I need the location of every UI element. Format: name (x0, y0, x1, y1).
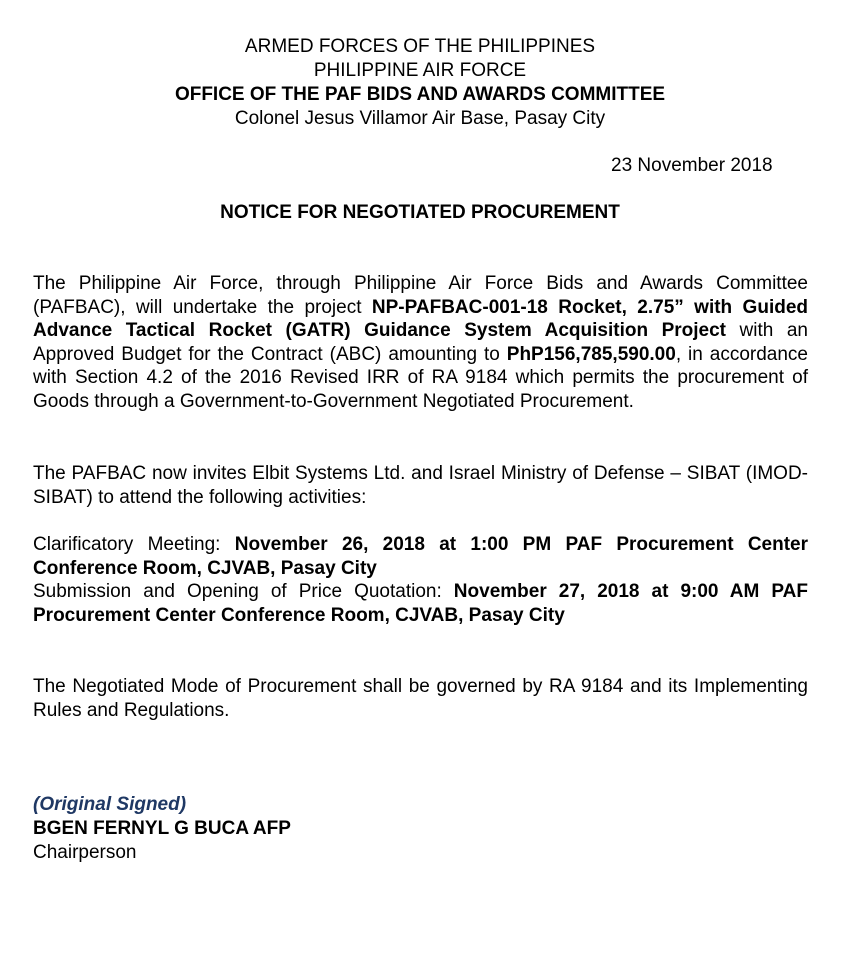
signatory-name: BGEN FERNYL G BUCA AFP (33, 818, 291, 839)
project-name: NP-PAFBAC-001-18 Rocket, 2.75” with Guided Advance Tactical Rocket (GATR) Guidance System Acquisition Project (33, 296, 809, 341)
signature-signed: (Original Signed) (33, 794, 187, 815)
meeting-label: Clarificatory Meeting: (33, 534, 235, 555)
header-org: ARMED FORCES OF THE PHILIPPINES (244, 36, 596, 57)
project-budget-text: with an Approved Budget for the Contract (ABC) amounting to (33, 320, 808, 365)
paragraph-project (33, 272, 808, 413)
meeting-value: November 26, 2018 at 1:00 PM PAF Procurement Center Conference Room, CJVAB, Pasay City (33, 534, 809, 579)
submission-value: November 27, 2018 at 9:00 AM PAF Procurement Center Conference Room, CJVAB, Pasay City (33, 581, 808, 626)
project-amount: PhP156,785,590.00 (506, 343, 676, 365)
submission-label: Submission and Opening of Price Quotation: (33, 581, 454, 602)
header-branch: PHILIPPINE AIR FORCE (313, 60, 527, 81)
activity-meeting (33, 533, 808, 580)
document-date: 23 November 2018 (611, 155, 773, 176)
paragraph-invitation: The PAFBAC now invites Elbit Systems Ltd. and Israel Ministry of Defense – SIBAT (IMOD-SIBAT) to attend the following activities: (33, 463, 808, 508)
paragraph-governance: The Negotiated Mode of Procurement shall be governed by RA 9184 and its Implementing Rules and Regulations. (33, 676, 808, 721)
signatory-position: Chairperson (33, 842, 137, 863)
header-office: OFFICE OF THE PAF BIDS AND AWARDS COMMITTEE (174, 84, 666, 105)
project-intro-text: The Philippine Air Force, through Philippine Air Force Bids and Awards Committee (PAFBAC), will undertake the project (33, 273, 808, 318)
project-legal-text: , in accordance with Section 4.2 of the 2016 Revised IRR of RA 9184 which permits the procurement of Goods through a Government-to-Government Negotiated Procurement. (33, 343, 808, 412)
header-address: Colonel Jesus Villamor Air Base, Pasay City (234, 108, 606, 129)
activity-submission (33, 580, 808, 627)
document-title: NOTICE FOR NEGOTIATED PROCUREMENT (220, 202, 620, 223)
